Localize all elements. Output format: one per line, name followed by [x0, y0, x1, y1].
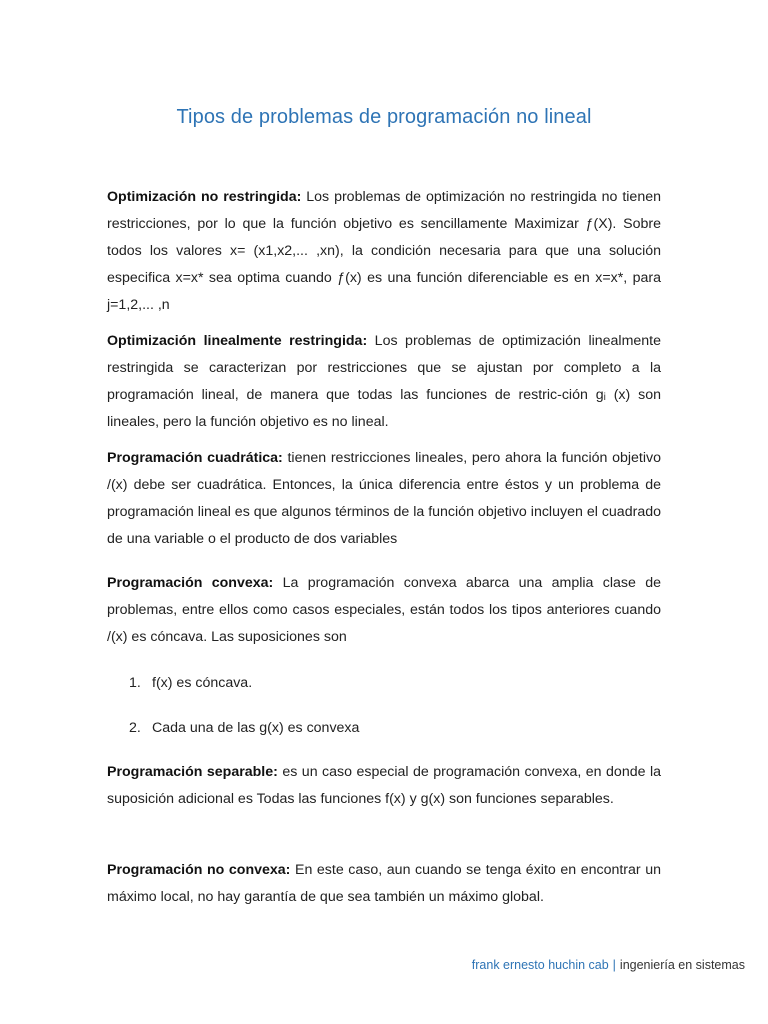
document-title: Tipos de problemas de programación no lineal [176, 106, 592, 128]
section-text: En este caso, aun cuando se tenga éxito en encontrar un máximo local, no hay garantía de que sea también un máximo global. [107, 862, 661, 905]
section-optimizacion-no-restringida [107, 184, 661, 319]
list-item [129, 718, 359, 738]
page-footer [472, 958, 745, 972]
footer-separator: | [612, 958, 616, 972]
section-text: es un caso especial de programación convexa, en donde la suposición adicional es Todas las funciones f(x) y g(x) son funciones separables. [107, 764, 662, 807]
section-heading: Programación cuadrática: [107, 450, 283, 466]
section-heading: Programación convexa: [107, 575, 274, 591]
section-heading: Programación no convexa: [107, 862, 291, 878]
list-item [129, 673, 252, 693]
section-programacion-convexa [107, 570, 661, 651]
section-programacion-separable [107, 759, 661, 813]
section-heading: Optimización no restringida: [107, 189, 302, 205]
section-text: Los problemas de optimización no restringida no tienen restricciones, por lo que la función objetivo es sencillamente Maximizar ƒ(X). Sobre todos los valores x= (x1,x2,... ,xn), la condición necesaria para que una solución especifica x=x* sea optima cuando ƒ(x) es una función diferenciable es en x=x*, para j=1,2,... ,n [107, 189, 661, 313]
footer-author: frank ernesto huchin cab [471, 958, 609, 972]
list-item-number: 1. [129, 675, 141, 691]
list-item-number: 2. [129, 720, 141, 736]
section-heading: Programación separable: [107, 764, 278, 780]
footer-department: ingeniería en sistemas [619, 958, 745, 972]
section-text: La programación convexa abarca una amplia clase de problemas, entre ellos como casos especiales, están todos los tipos anteriores cuando /(x) es cóncava. Las suposiciones son [107, 575, 661, 645]
section-heading: Optimización linealmente restringida: [107, 333, 368, 349]
list-item-text: Cada una de las g(x) es convexa [152, 720, 360, 736]
list-item-text: f(x) es cóncava. [152, 675, 253, 691]
section-programacion-no-convexa [107, 857, 661, 911]
section-programacion-cuadratica [107, 445, 661, 553]
section-text: Los problemas de optimización linealmente restringida se caracterizan por restricciones que se ajustan por completo a la programación lineal, de manera que todas las funciones de restric-ción gᵢ (x) son lineales, pero la función objetivo es no lineal. [107, 333, 661, 430]
section-text: tienen restricciones lineales, pero ahora la función objetivo /(x) debe ser cuadrática. Entonces, la única diferencia entre éstos y un problema de programación lineal es que algunos términos de la función objetivo incluyen el cuadrado de una variable o el producto de dos variables [107, 450, 662, 547]
section-optimizacion-linealmente-restringida [107, 328, 661, 436]
